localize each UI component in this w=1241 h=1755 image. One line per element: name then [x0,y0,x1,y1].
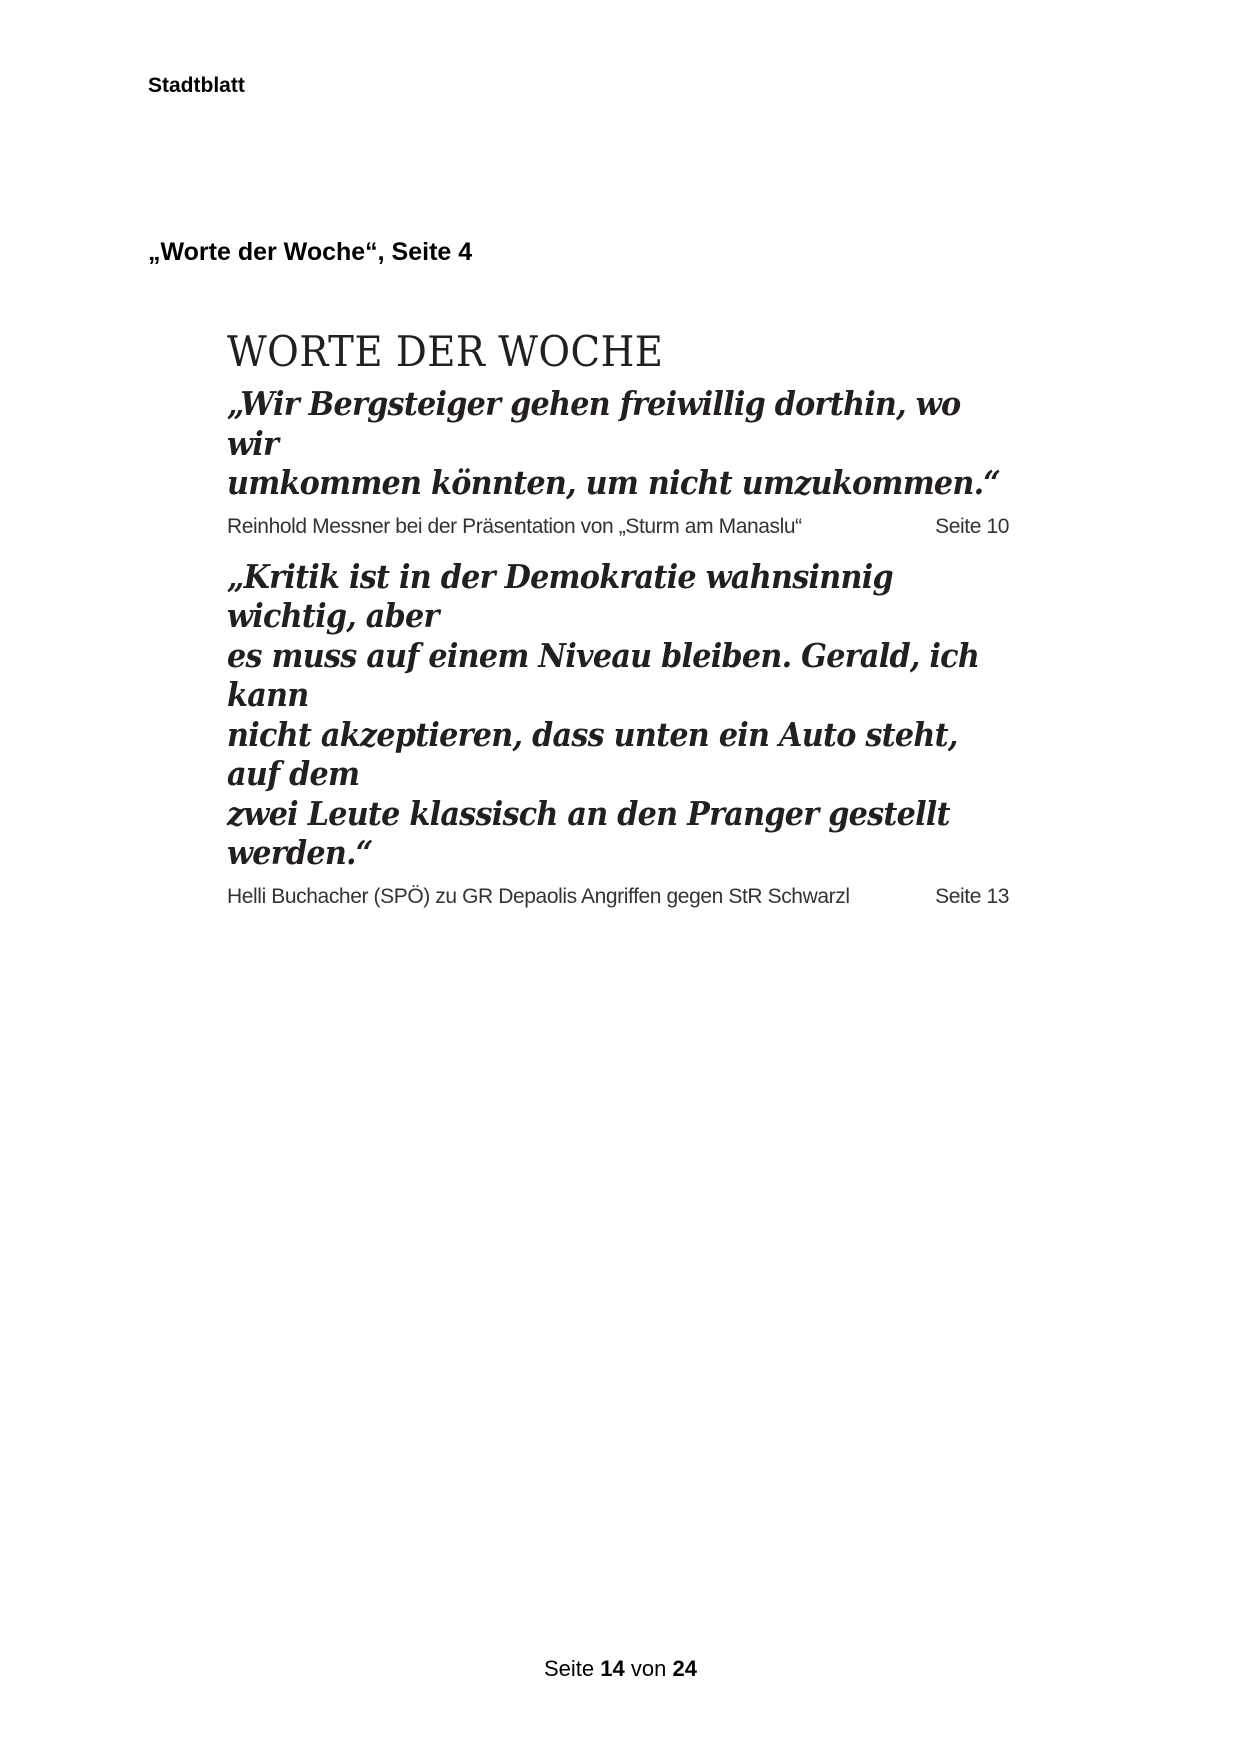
page-footer [0,1656,1241,1682]
clipping-heading: WORTE DER WOCHE [227,327,664,376]
quote-line: zwei Leute klassisch an den Pranger gestellt werden.“ [227,793,950,872]
section-title: „Worte der Woche“, Seite 4 [148,238,473,266]
attribution-text: Reinhold Messner bei der Präsentation von „Sturm am Manaslu“ [227,514,802,538]
newspaper-clipping [227,326,1009,927]
quote-line: „Wir Bergsteiger gehen freiwillig dorthin, wo wir [227,384,961,463]
footer-middle: von [630,1656,667,1681]
quote-line: umkommen könnten, um nicht umzukommen.“ [227,463,1001,502]
page-reference: Seite 13 [935,884,1009,908]
quote [227,384,1012,503]
quote-attribution [227,885,1009,909]
current-page: 14 [600,1656,625,1681]
quote-line: es muss auf einem Niveau bleiben. Gerald, ich kann [227,635,980,714]
quote-attribution [227,515,1009,539]
quote-line: nicht akzeptieren, dass unten ein Auto steht, auf dem [227,714,958,793]
quote [227,557,1012,873]
total-pages: 24 [672,1656,697,1681]
document-header: Stadtblatt [148,74,245,97]
page-reference: Seite 10 [935,514,1009,538]
attribution-text: Helli Buchacher (SPÖ) zu GR Depaolis Angriffen gegen StR Schwarzl [227,884,850,908]
footer-prefix: Seite [544,1656,595,1681]
quote-line: „Kritik ist in der Demokratie wahnsinnig wichtig, aber [227,556,893,635]
